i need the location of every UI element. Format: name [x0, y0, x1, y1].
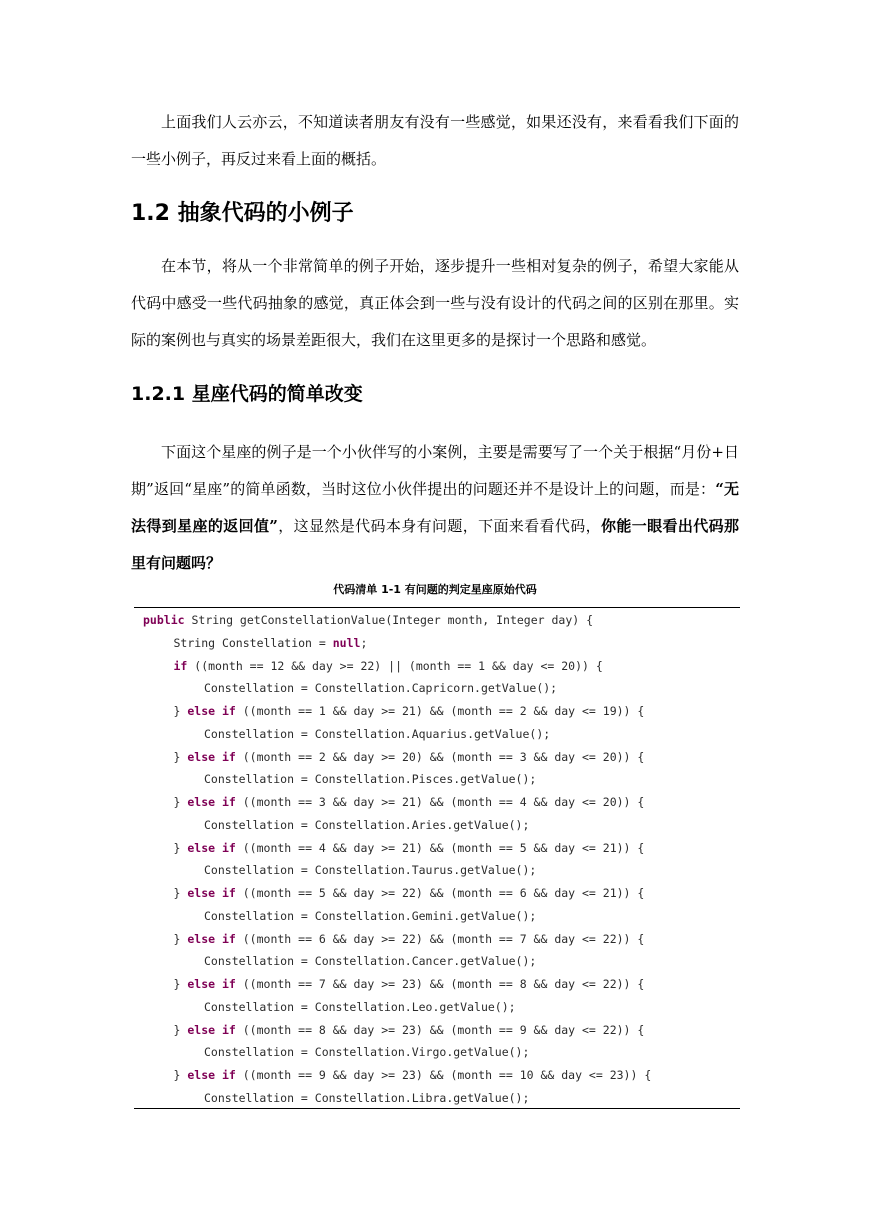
code-line [204, 814, 529, 836]
code-text: ; [360, 635, 368, 650]
code-line [143, 609, 593, 631]
code-line [204, 950, 536, 972]
subsection-paragraph [131, 434, 739, 582]
subsection-paragraph-bold-1: “无法得到星座的返回值” [131, 480, 739, 535]
subsection-paragraph-bold-2: 你能一眼看出代码那里有问题吗？ [131, 517, 739, 572]
code-keyword: else if [187, 795, 236, 809]
code-keyword: if [173, 658, 188, 673]
code-text: ((month == 3 && day >= 21) && (month == 4 && day <= 20)) { [235, 795, 645, 809]
code-line [174, 632, 368, 654]
code-keyword: else if [187, 1068, 236, 1082]
code-keyword: else if [187, 1022, 236, 1037]
code-text: ((month == 4 && day >= 21) && (month == 5 && day <= 21)) { [235, 840, 645, 855]
code-text: ((month == 1 && day >= 21) && (month == 2 && day <= 19)) { [235, 704, 645, 718]
code-line [174, 1019, 645, 1041]
code-line [204, 768, 536, 790]
section-heading: 1.2 抽象代码的小例子 [131, 201, 354, 226]
code-text: ((month == 2 && day >= 20) && (month == 3 && day <= 20)) { [235, 749, 645, 764]
code-text: Constellation = Constellation.Aquarius.getValue(); [204, 726, 551, 741]
code-text: Constellation = Constellation.Taurus.getValue(); [204, 863, 537, 878]
code-line [204, 996, 516, 1018]
code-text: } [173, 931, 188, 946]
code-text: } [173, 749, 188, 764]
code-keyword: else if [187, 749, 236, 764]
code-line [174, 837, 645, 859]
code-text: Constellation = Constellation.Cancer.getValue(); [204, 954, 537, 969]
code-text: ((month == 8 && day >= 23) && (month == 9 && day <= 22)) { [235, 1022, 645, 1037]
code-text: Constellation = Constellation.Virgo.getValue(); [204, 1045, 530, 1060]
code-text: } [173, 886, 188, 900]
code-line [174, 928, 645, 950]
code-keyword: null [332, 635, 361, 650]
code-keyword: else if [187, 931, 236, 946]
code-keyword: public [143, 613, 185, 627]
code-text: String getConstellationValue(Integer month, Integer day) { [184, 613, 594, 627]
code-line [174, 882, 645, 904]
code-text: ((month == 6 && day >= 22) && (month == 7 && day <= 22)) { [235, 931, 645, 946]
subsection-heading: 1.2.1 星座代码的简单改变 [131, 383, 363, 405]
code-text: } [173, 840, 188, 855]
code-line [174, 973, 645, 995]
code-line [174, 1064, 652, 1086]
code-keyword: else if [187, 704, 236, 718]
code-text: } [173, 795, 188, 809]
code-keyword: else if [187, 977, 236, 991]
code-text: Constellation = Constellation.Libra.getValue(); [204, 1090, 530, 1105]
code-text: Constellation = Constellation.Capricorn.getValue(); [204, 681, 558, 696]
code-text: } [173, 704, 188, 718]
code-text: ((month == 12 && day >= 22) || (month == 1 && day <= 20)) { [187, 658, 603, 673]
code-text: ((month == 7 && day >= 23) && (month == 8 && day <= 22)) { [235, 977, 645, 991]
code-line [204, 1087, 529, 1109]
code-text: ((month == 5 && day >= 22) && (month == 6 && day <= 21)) { [235, 886, 645, 900]
subsection-paragraph-text-2: ，这显然是代码本身有问题，下面来看看代码， [277, 517, 602, 535]
code-keyword: else if [187, 840, 236, 855]
code-text: Constellation = Constellation.Pisces.getValue(); [204, 772, 537, 787]
code-text: Constellation = Constellation.Aries.getValue(); [204, 817, 530, 832]
code-listing [134, 607, 740, 1109]
code-text: String Constellation = [173, 635, 333, 650]
subsection-paragraph-text-1: 下面这个星座的例子是一个小伙伴写的小案例，主要是需要写了一个关于根据“月份+日期”返回“星座”的简单函数，当时这位小伙伴提出的问题还并不是设计上的问题，而是： [131, 443, 739, 498]
code-line [204, 859, 536, 881]
code-line [174, 655, 603, 677]
code-text: ((month == 9 && day >= 23) && (month == 10 && day <= 23)) { [235, 1068, 652, 1082]
code-line [174, 746, 645, 768]
listing-caption: 代码清单 1-1 有问题的判定星座原始代码 [333, 583, 537, 596]
section-paragraph: 在本节，将从一个非常简单的例子开始，逐步提升一些相对复杂的例子，希望大家能从代码中感受一些代码抽象的感觉，真正体会到一些与没有设计的代码之间的区别在那里。实际的案例也与真实的场景差距很大，我们在这里更多的是探讨一个思路和感觉。 [131, 257, 739, 349]
code-line [204, 723, 550, 745]
code-text: Constellation = Constellation.Leo.getValue(); [204, 999, 516, 1014]
code-text: } [173, 977, 188, 991]
code-line [204, 905, 536, 927]
intro-paragraph: 上面我们人云亦云，不知道读者朋友有没有一些感觉，如果还没有，来看看我们下面的一些小例子，再反过来看上面的概括。 [131, 113, 739, 168]
code-line [204, 677, 557, 699]
code-line [174, 791, 645, 813]
code-line [204, 1041, 529, 1063]
code-line [174, 700, 645, 722]
code-text: } [173, 1022, 188, 1037]
code-keyword: else if [187, 886, 236, 900]
code-text: } [173, 1068, 188, 1082]
code-text: Constellation = Constellation.Gemini.getValue(); [204, 908, 537, 923]
